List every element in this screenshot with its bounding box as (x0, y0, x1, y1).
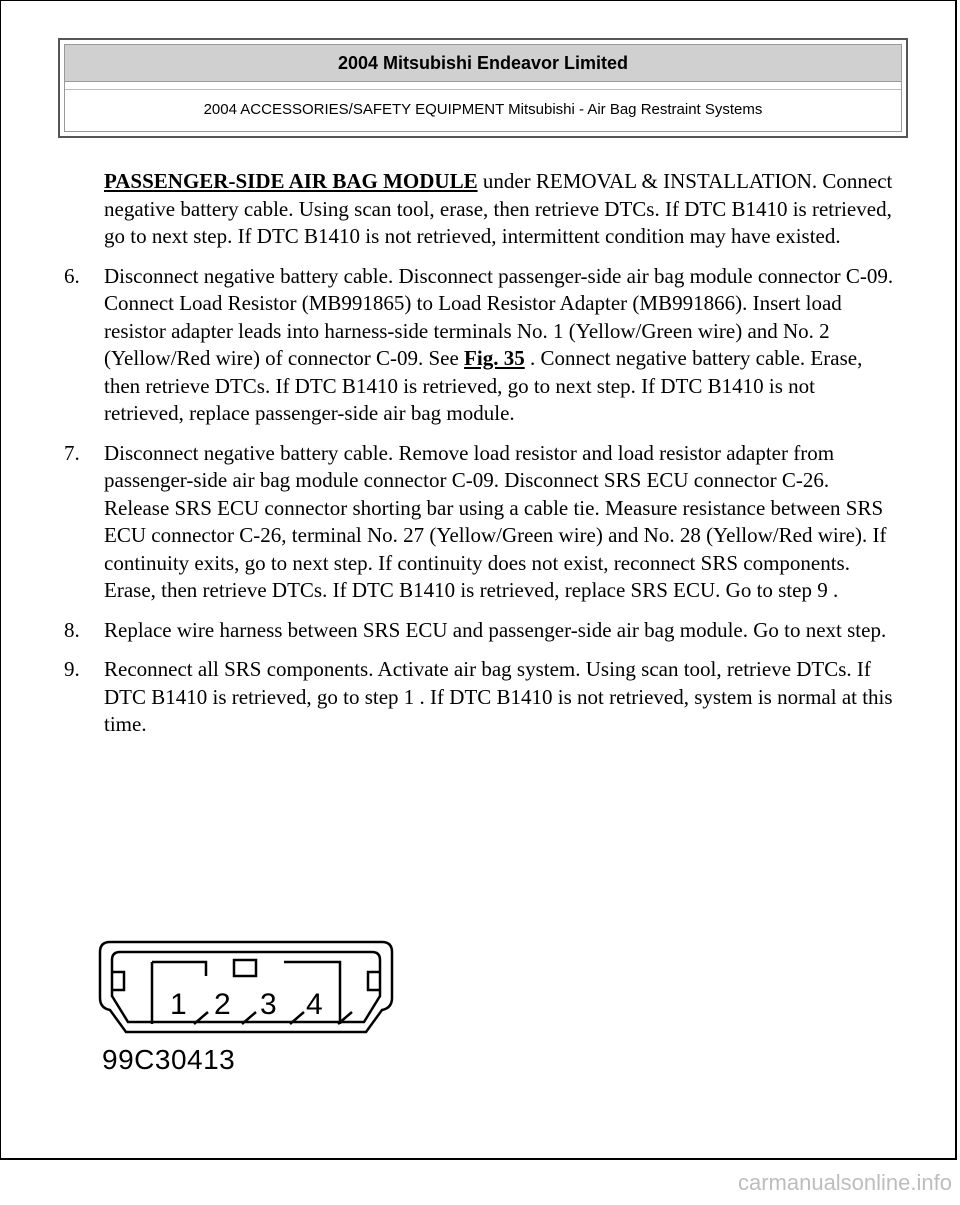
right-latch (368, 972, 380, 990)
step-text: Replace wire harness between SRS ECU and passenger-side air bag module. Go to next step. (104, 617, 887, 642)
connector-c09-diagram (96, 940, 396, 1035)
step-text (104, 263, 894, 428)
watermark: carmanualsonline.info (737, 1170, 952, 1195)
terminal-1-label: 1 (170, 988, 187, 1021)
terminal-3-label: 3 (260, 988, 277, 1021)
header-divider (65, 81, 901, 82)
step-8 (64, 617, 894, 645)
step-number: 9. (64, 657, 80, 681)
header-inner (64, 44, 902, 132)
step-number: 7. (64, 440, 80, 465)
step-7 (64, 440, 894, 605)
fig-35-link[interactable]: Fig. 35 (464, 346, 525, 370)
step-number: 6. (64, 263, 80, 288)
document-header (58, 38, 908, 138)
continued-paragraph (104, 168, 894, 251)
step-6-text-before: Disconnect negative battery cable. Disconnect passenger-side air bag module connector C-09. Connect Load Resistor (MB991865) to Load Resistor Adapter (MB991866). Insert load resistor adapter leads into harness-side terminals No. 1 (Yellow/Green wire) and No. 2 (Yellow/Red wire) of connector C-09. See (104, 263, 894, 370)
terminal-4-label: 4 (306, 988, 323, 1021)
step-text: Disconnect negative battery cable. Remove load resistor and load resistor adapter from passenger-side air bag module connector C-09. Disconnect SRS ECU connector C-26. Release SRS ECU connector shorting bar using a cable tie. Measure resistance between SRS ECU connector C-26, terminal No. 27 (Yellow/Green wire) and No. 28 (Yellow/Red wire). If continuity exits, go to next step. If continuity does not exist, reconnect SRS components. Erase, then retrieve DTCs. If DTC B1410 is retrieved, replace SRS ECU. Go to step 9 . (104, 440, 887, 602)
step-number: 8. (64, 617, 80, 642)
continued-text: under REMOVAL & INSTALLATION. Connect negative battery cable. Using scan tool, erase, then retrieve DTCs. If DTC B1410 is retrieved, go to next step. If DTC B1410 is not retrieved, intermittent condition may have existed. (104, 169, 893, 248)
passenger-air-bag-module-link[interactable]: PASSENGER-SIDE AIR BAG MODULE (104, 169, 478, 193)
terminal-2-label: 2 (214, 988, 231, 1021)
connector-key (234, 960, 256, 976)
step-6-text-after: . Connect negative battery cable. Erase, then retrieve DTCs. If DTC B1410 is retrieved, go to next step. If DTC B1410 is not retrieved, replace passenger-side air bag module. (104, 346, 863, 425)
left-latch (112, 972, 124, 990)
procedure-content (64, 168, 894, 751)
step-6 (64, 263, 894, 428)
figure-id: 99C30413 (102, 1044, 236, 1075)
header-subtitle: 2004 ACCESSORIES/SAFETY EQUIPMENT Mitsubishi - Air Bag Restraint Systems (65, 89, 901, 130)
header-title: 2004 Mitsubishi Endeavor Limited (65, 45, 901, 81)
step-text: Reconnect all SRS components. Activate air bag system. Using scan tool, retrieve DTCs. If DTC B1410 is retrieved, go to step 1 . If DTC B1410 is not retrieved, system is normal at this time. (104, 657, 893, 736)
connector-outer-housing (100, 942, 392, 1032)
page-bottom-rule (1, 1158, 955, 1160)
step-9 (64, 656, 894, 739)
